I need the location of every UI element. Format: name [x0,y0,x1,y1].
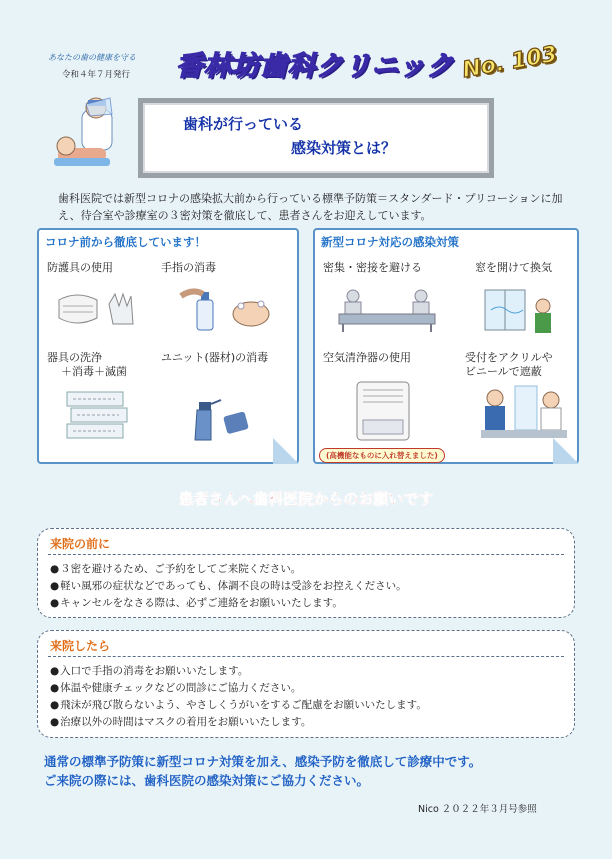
item-acrylic-shield-2: ビニールで遮蔽 [465,365,542,378]
at-visit-heading: 来院したら [50,639,111,653]
sterilized-instruments-icon [63,386,135,446]
closing-line-1: 通常の標準予防策に新型コロナ対策を加え、感染予防を徹底して診療中です。 [44,754,482,769]
mask-gloves-icon [53,286,149,332]
list-item: ● 入口で手指の消毒をお願いいたします。 [50,663,427,680]
panel-heading-covid: 新型コロナ対応の感染対策 [321,235,459,249]
at-visit-list [50,663,427,731]
open-window-icon [483,286,563,340]
title-line-2: 感染対策とは？ [291,139,397,157]
panel-fold-corner [553,438,579,464]
source-citation: Nico ２０２２年３月号参照 [418,804,537,815]
request-heading: 患者さんへ歯科医院からのお願いです [178,490,434,508]
distanced-seating-icon [337,286,437,334]
issue-number: No. 103 [460,41,559,84]
clinic-name: 香林坊歯科クリニック [176,51,455,82]
panel-fold-corner [273,438,299,464]
closing-message [44,752,584,790]
title-box [138,98,494,178]
item-acrylic-shield-1: 受付をアクリルや [465,351,553,364]
list-item: ● 飛沫が飛び散らないよう、やさしくうがいをするご配慮をお願いいたします。 [50,697,427,714]
title-line-1: 歯科が行っている [183,115,304,133]
air-purifier-caption: (高機能なものに入れ替えました) [319,448,445,463]
item-protective-gear: 防護具の使用 [47,261,113,274]
tagline: あなたの歯の健康を守る [48,53,136,62]
list-item: ● 体温や健康チェックなどの問診にご協力ください。 [50,680,427,697]
spray-bottle-icon [183,394,253,444]
list-item: ● キャンセルをなさる際は、必ずご連絡をお願いいたします。 [50,595,407,612]
intro-paragraph: 歯科医院では新型コロナの感染拡大前から行っている標準予防策＝スタンダード・プリコーションに加え、待合室や診療室の３密対策を徹底して、患者さんをお迎えしています。 [58,192,563,222]
list-item: ● 軽い風邪の症状などであっても、体調不良の時は受診をお控えください。 [50,578,407,595]
before-visit-heading: 来院の前に [50,537,111,551]
divider [48,554,564,555]
hand-sanitizer-icon [179,286,279,332]
before-visit-list [50,561,407,612]
list-item: ● 治療以外の時間はマスクの着用をお願いいたします。 [50,714,427,731]
at-visit-box [37,630,575,738]
covid-measures-panel [313,228,579,464]
air-purifier-icon [351,376,417,444]
pre-covid-measures-panel [37,228,299,464]
list-item: ● ３密を避けるため、ご予約をしてご来院ください。 [50,561,407,578]
item-avoid-crowding: 密集・密接を避ける [323,261,422,274]
item-disinfect-sterilize: ＋消毒＋滅菌 [61,365,127,378]
divider [48,656,564,657]
acrylic-reception-icon [481,382,567,442]
item-air-purifier: 空気清浄器の使用 [323,351,411,364]
before-visit-box [37,528,575,618]
item-unit-disinfection: ユニット(器材)の消毒 [161,351,269,364]
closing-line-2: ご来院の際には、歯科医院の感染対策にご協力ください。 [44,773,370,788]
item-ventilation: 窓を開けて換気 [475,261,552,274]
panel-heading-pre-covid: コロナ前から徹底しています！ [45,235,206,249]
dentist-illustration-icon [52,92,118,172]
item-hand-disinfection: 手指の消毒 [161,261,216,274]
item-instrument-cleaning: 器具の洗浄 [47,351,102,364]
issue-date: 令和４年７月発行 [62,70,131,80]
